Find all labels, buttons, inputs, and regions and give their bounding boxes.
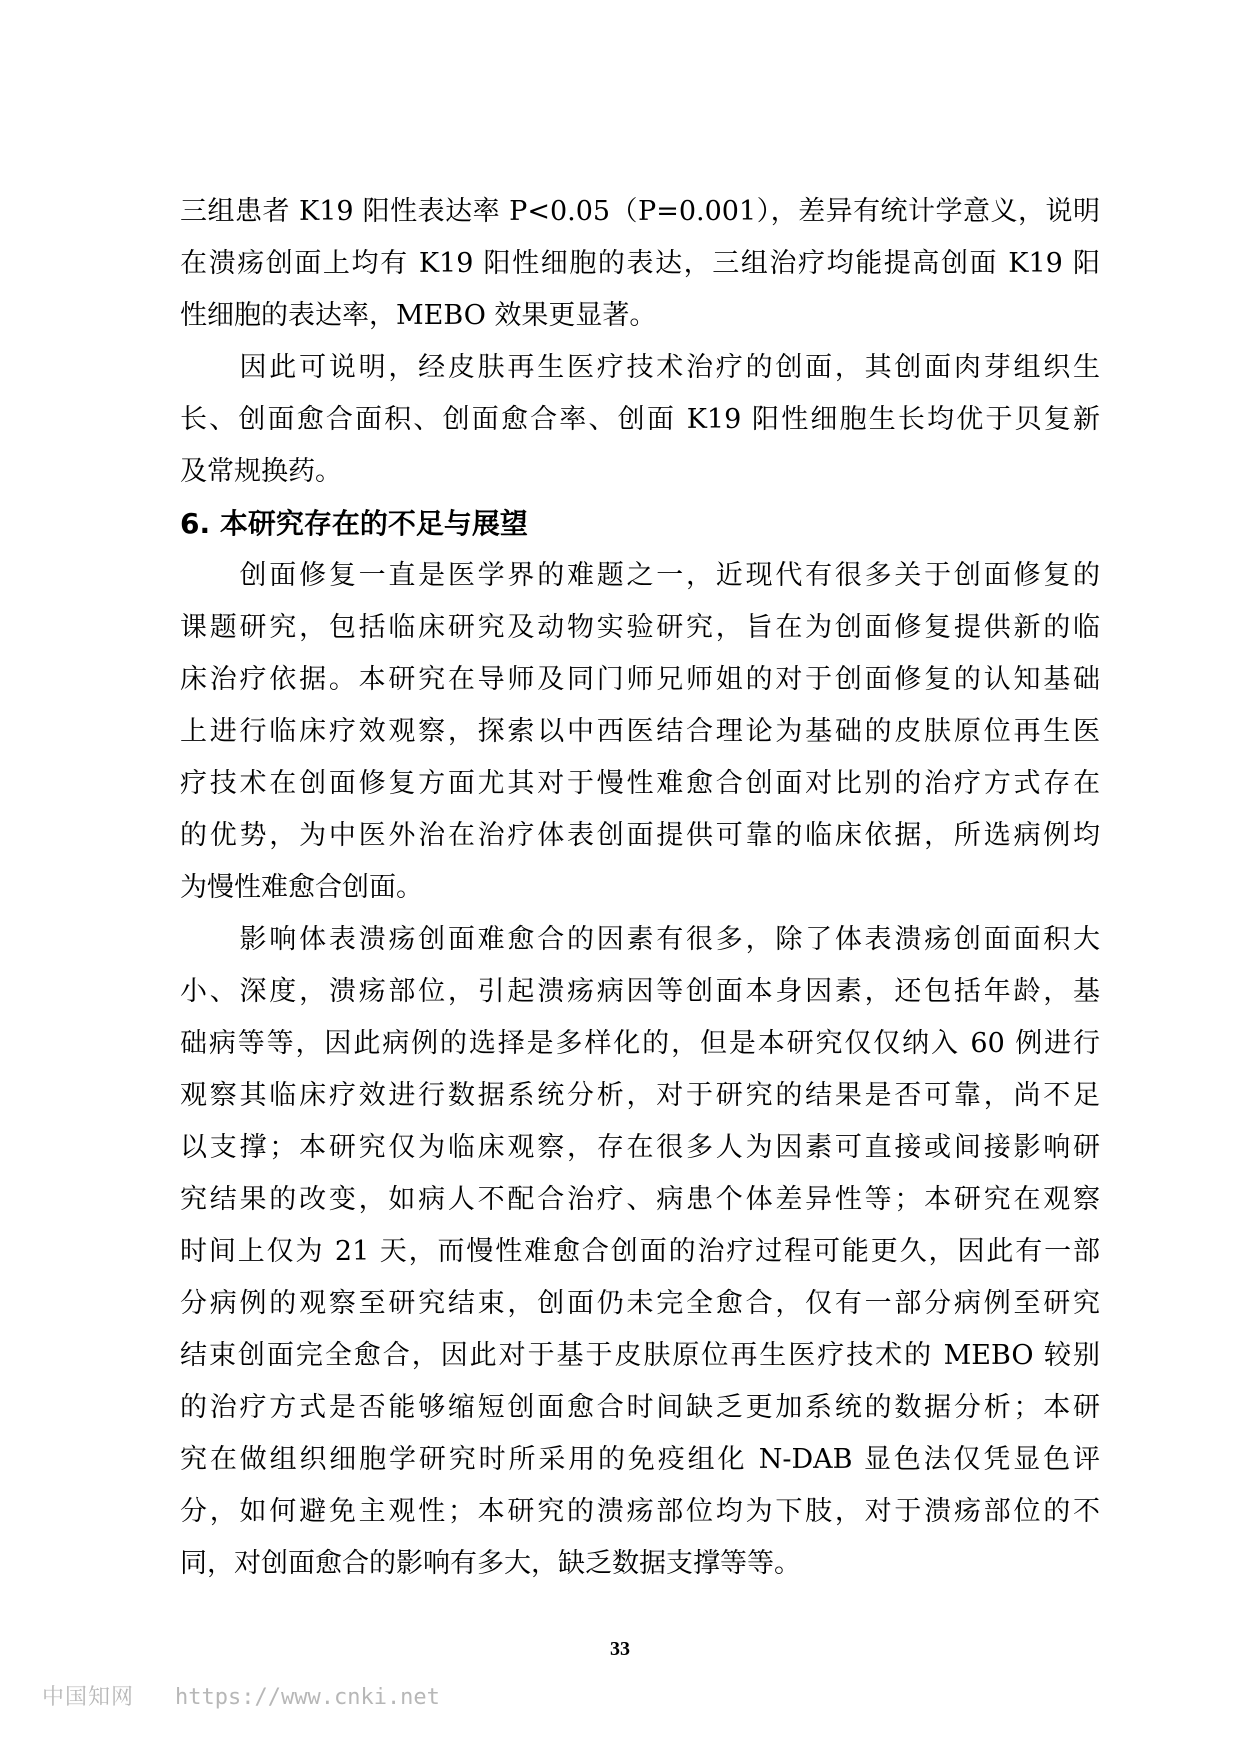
- text-line: 观察其临床疗效进行数据系统分析，对于研究的结果是否可靠，尚不足: [180, 1080, 1100, 1111]
- text-line: 究在做组织细胞学研究时所采用的免疫组化 N-DAB 显色法仅凭显色评: [180, 1444, 1100, 1475]
- text-line: 及常规换药。: [180, 456, 342, 487]
- paragraph-research-background: [180, 550, 1100, 914]
- paragraph-limitations: [180, 914, 1100, 1590]
- watermark-url: https://www.cnki.net: [175, 1685, 440, 1710]
- text-line: 创面修复一直是医学界的难题之一，近现代有很多关于创面修复的: [180, 560, 1100, 591]
- text-line: 结束创面完全愈合，因此对于基于皮肤原位再生医疗技术的 MEBO 较别: [180, 1340, 1100, 1371]
- text-line: 三组患者 K19 阳性表达率 P<0.05（P=0.001），差异有统计学意义，说明: [180, 196, 1100, 227]
- text-line: 上进行临床疗效观察，探索以中西医结合理论为基础的皮肤原位再生医: [180, 716, 1100, 747]
- text-line: 的治疗方式是否能够缩短创面愈合时间缺乏更加系统的数据分析；本研: [180, 1392, 1100, 1423]
- text-line: 因此可说明，经皮肤再生医疗技术治疗的创面，其创面肉芽组织生: [180, 352, 1100, 383]
- text-line: 究结果的改变，如病人不配合治疗、病患个体差异性等；本研究在观察: [180, 1184, 1100, 1215]
- text-line: 影响体表溃疡创面难愈合的因素有很多，除了体表溃疡创面面积大: [180, 924, 1100, 955]
- cnki-watermark: [42, 1680, 440, 1711]
- text-line: 长、创面愈合面积、创面愈合率、创面 K19 阳性细胞生长均优于贝复新: [180, 404, 1100, 435]
- text-line: 课题研究，包括临床研究及动物实验研究，旨在为创面修复提供新的临: [180, 612, 1100, 643]
- text-line: 分病例的观察至研究结束，创面仍未完全愈合，仅有一部分病例至研究: [180, 1288, 1100, 1319]
- paragraph-k19-results: [180, 186, 1100, 342]
- text-line: 时间上仅为 21 天，而慢性难愈合创面的治疗过程可能更久，因此有一部: [180, 1236, 1100, 1267]
- text-line: 础病等等，因此病例的选择是多样化的，但是本研究仅仅纳入 60 例进行: [180, 1028, 1100, 1059]
- text-line: 的优势，为中医外治在治疗体表创面提供可靠的临床依据，所选病例均: [180, 820, 1100, 851]
- text-line: 分，如何避免主观性；本研究的溃疡部位均为下肢，对于溃疡部位的不: [180, 1496, 1100, 1527]
- text-line: 床治疗依据。本研究在导师及同门师兄师姐的对于创面修复的认知基础: [180, 664, 1100, 695]
- document-body: [180, 186, 1100, 1590]
- text-line: 疗技术在创面修复方面尤其对于慢性难愈合创面对比别的治疗方式存在: [180, 768, 1100, 799]
- text-line: 为慢性难愈合创面。: [180, 872, 423, 903]
- text-line: 同，对创面愈合的影响有多大，缺乏数据支撑等等。: [180, 1548, 801, 1579]
- section-heading: 6. 本研究存在的不足与展望: [180, 507, 528, 540]
- page-number: 33: [610, 1638, 630, 1660]
- watermark-cnki-name: 中国知网: [42, 1685, 135, 1710]
- text-line: 性细胞的表达率，MEBO 效果更显著。: [180, 300, 657, 331]
- paragraph-conclusion: [180, 342, 1100, 498]
- text-line: 小、深度，溃疡部位，引起溃疡病因等创面本身因素，还包括年龄，基: [180, 976, 1100, 1007]
- text-line: 在溃疡创面上均有 K19 阳性细胞的表达，三组治疗均能提高创面 K19 阳: [180, 248, 1100, 279]
- text-line: 以支撑；本研究仅为临床观察，存在很多人为因素可直接或间接影响研: [180, 1132, 1100, 1163]
